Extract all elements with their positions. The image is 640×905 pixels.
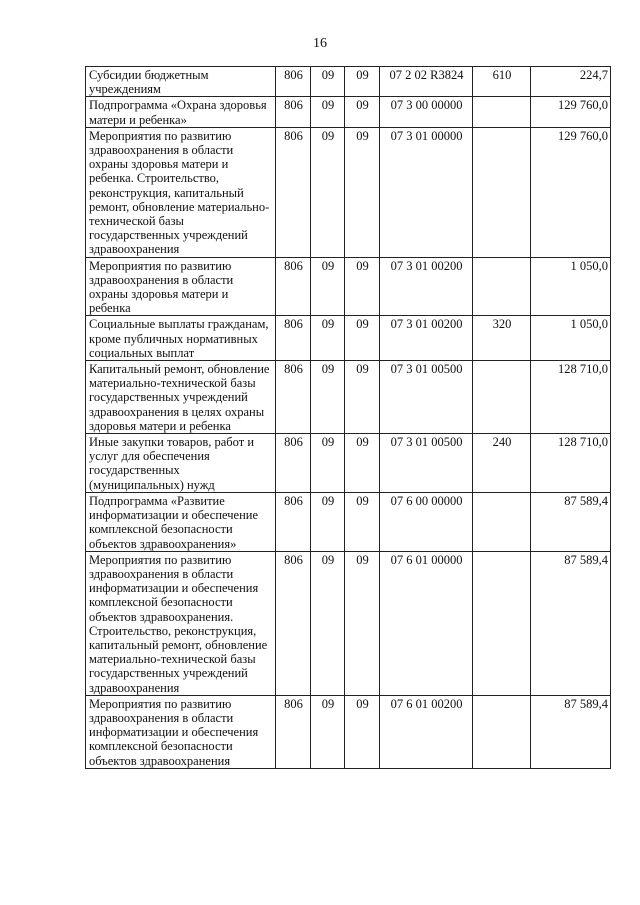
row-expense-type-cell (473, 492, 531, 551)
row-section-cell: 09 (311, 127, 345, 257)
row-grbs-cell: 806 (276, 551, 311, 695)
table-body (86, 67, 611, 769)
row-grbs-cell: 806 (276, 257, 311, 316)
row-amount-cell: 128 710,0 (531, 361, 611, 434)
table-row (86, 551, 611, 695)
row-grbs-cell: 806 (276, 434, 311, 493)
row-amount-cell: 129 760,0 (531, 97, 611, 127)
row-grbs-cell: 806 (276, 492, 311, 551)
row-subsection-cell: 09 (345, 257, 380, 316)
row-target-article-cell: 07 3 00 00000 (380, 97, 473, 127)
row-grbs-cell: 806 (276, 695, 311, 768)
row-subsection-cell: 09 (345, 434, 380, 493)
row-expense-type-cell (473, 257, 531, 316)
row-subsection-cell: 09 (345, 127, 380, 257)
row-amount-cell: 87 589,4 (531, 492, 611, 551)
table-row (86, 434, 611, 493)
row-section-cell: 09 (311, 97, 345, 127)
table-row (86, 257, 611, 316)
table-row (86, 492, 611, 551)
row-expense-type-cell: 240 (473, 434, 531, 493)
row-target-article-cell: 07 6 01 00000 (380, 551, 473, 695)
row-target-article-cell: 07 2 02 R3824 (380, 67, 473, 97)
row-expense-type-cell: 610 (473, 67, 531, 97)
row-section-cell: 09 (311, 361, 345, 434)
row-name-cell: Мероприятия по развитию здравоохранения в области информатизации и обеспечения комплексной безопасности объектов здравоохранения (86, 695, 276, 768)
row-amount-cell: 1 050,0 (531, 316, 611, 361)
row-section-cell: 09 (311, 551, 345, 695)
row-name-cell: Социальные выплаты гражданам, кроме публичных нормативных социальных выплат (86, 316, 276, 361)
row-subsection-cell: 09 (345, 316, 380, 361)
row-amount-cell: 129 760,0 (531, 127, 611, 257)
row-subsection-cell: 09 (345, 97, 380, 127)
row-name-cell: Мероприятия по развитию здравоохранения в области охраны здоровья матери и ребенка. Строительство, реконструкция, капитальный ремонт, обновление материально-технической базы государственных учреждений здравоохранения (86, 127, 276, 257)
row-expense-type-cell (473, 695, 531, 768)
row-grbs-cell: 806 (276, 67, 311, 97)
row-subsection-cell: 09 (345, 67, 380, 97)
row-expense-type-cell (473, 551, 531, 695)
row-amount-cell: 87 589,4 (531, 695, 611, 768)
table-row (86, 127, 611, 257)
row-expense-type-cell (473, 361, 531, 434)
row-target-article-cell: 07 3 01 00200 (380, 316, 473, 361)
row-target-article-cell: 07 3 01 00500 (380, 361, 473, 434)
row-expense-type-cell (473, 97, 531, 127)
row-target-article-cell: 07 6 00 00000 (380, 492, 473, 551)
row-subsection-cell: 09 (345, 492, 380, 551)
row-grbs-cell: 806 (276, 361, 311, 434)
row-name-cell: Мероприятия по развитию здравоохранения в области охраны здоровья матери и ребенка (86, 257, 276, 316)
row-target-article-cell: 07 3 01 00500 (380, 434, 473, 493)
row-subsection-cell: 09 (345, 695, 380, 768)
row-section-cell: 09 (311, 67, 345, 97)
row-amount-cell: 87 589,4 (531, 551, 611, 695)
row-name-cell: Субсидии бюджетным учреждениям (86, 67, 276, 97)
row-section-cell: 09 (311, 492, 345, 551)
page-number: 16 (313, 36, 327, 51)
row-grbs-cell: 806 (276, 316, 311, 361)
table-row (86, 67, 611, 97)
row-name-cell: Капитальный ремонт, обновление материально-технической базы государственных учреждений здравоохранения в целях охраны здоровья матери и ребенка (86, 361, 276, 434)
row-expense-type-cell: 320 (473, 316, 531, 361)
row-grbs-cell: 806 (276, 127, 311, 257)
row-target-article-cell: 07 3 01 00200 (380, 257, 473, 316)
row-section-cell: 09 (311, 316, 345, 361)
row-section-cell: 09 (311, 434, 345, 493)
table-row (86, 316, 611, 361)
row-name-cell: Подпрограмма «Охрана здоровья матери и ребенка» (86, 97, 276, 127)
row-name-cell: Подпрограмма «Развитие информатизации и обеспечение комплексной безопасности объектов здравоохранения» (86, 492, 276, 551)
row-target-article-cell: 07 6 01 00200 (380, 695, 473, 768)
row-amount-cell: 224,7 (531, 67, 611, 97)
budget-table (85, 66, 611, 769)
row-amount-cell: 128 710,0 (531, 434, 611, 493)
row-amount-cell: 1 050,0 (531, 257, 611, 316)
row-section-cell: 09 (311, 695, 345, 768)
table-row (86, 695, 611, 768)
row-section-cell: 09 (311, 257, 345, 316)
row-name-cell: Иные закупки товаров, работ и услуг для обеспечения государственных (муниципальных) нужд (86, 434, 276, 493)
row-subsection-cell: 09 (345, 551, 380, 695)
row-name-cell: Мероприятия по развитию здравоохранения в области информатизации и обеспечения комплексной безопасности объектов здравоохранения. Строительство, реконструкция, капитальный ремонт, обновление материально-технической базы государственных учреждений здравоохранения (86, 551, 276, 695)
row-grbs-cell: 806 (276, 97, 311, 127)
row-expense-type-cell (473, 127, 531, 257)
table-row (86, 361, 611, 434)
table-row (86, 97, 611, 127)
row-target-article-cell: 07 3 01 00000 (380, 127, 473, 257)
row-subsection-cell: 09 (345, 361, 380, 434)
